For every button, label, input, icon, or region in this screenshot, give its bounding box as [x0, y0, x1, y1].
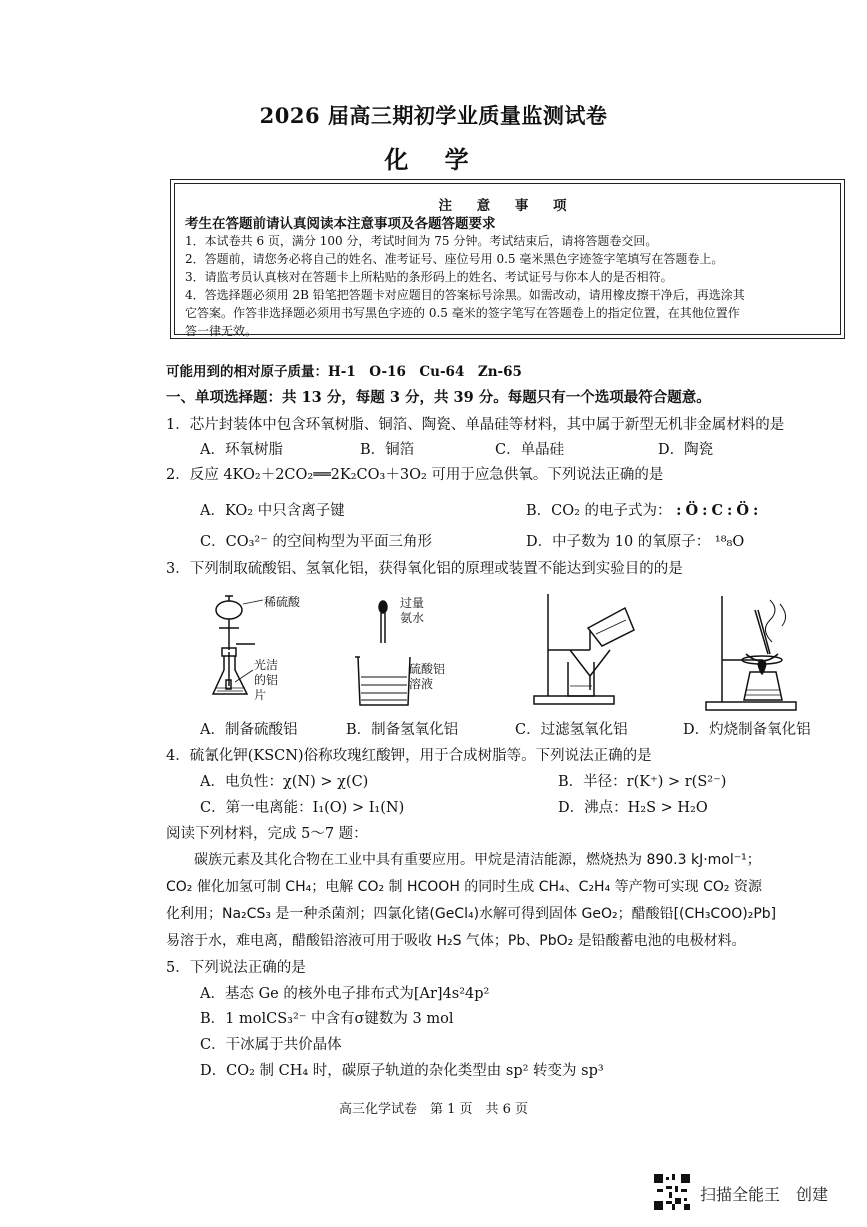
subject-title: 化 学	[384, 145, 483, 174]
notice-item: 答一律无效。	[185, 324, 258, 338]
q1-option-a: A．环氧树脂	[200, 442, 283, 458]
apparatus-c-diagram	[530, 590, 640, 710]
notice-item: 1．本试卷共 6 页，满分 100 分，考试时间为 75 分钟。考试结束后，请将答题卷交回。	[185, 234, 658, 248]
section-heading: 一、单项选择题：共 13 分，每题 3 分，共 39 分。每题只有一个选项最符合题意。	[166, 389, 711, 406]
notice-item: 2．答题前，请您务必将自己的姓名、准考证号、座位号用 0.5 毫米黑色字迹签字笔填写在答题卷上。	[185, 252, 724, 266]
question-3-stem: 3．下列制取硫酸铝、氢氧化铝，获得氧化铝的原理或装置不能达到实验目的的是	[166, 561, 683, 577]
notice-box	[170, 179, 845, 339]
reading-line: CO₂ 催化加氢可制 CH₄；电解 CO₂ 制 HCOOH 的同时生成 CH₄、C₂H₄ 等产物可实现 CO₂ 资源	[166, 879, 762, 895]
q4-option-c: C．第一电离能：I₁(O) > I₁(N)	[200, 800, 405, 816]
q3-option-d: D．灼烧制备氧化铝	[683, 722, 811, 738]
apparatus-d-diagram	[700, 590, 810, 715]
q1-option-b: B．铜箔	[360, 442, 415, 458]
q4-option-a: A．电负性：χ(N) > χ(C)	[200, 774, 369, 790]
label-aluminum-sulfate-solution: 硫酸铝溶液	[409, 662, 446, 691]
q4-option-d: D．沸点：H₂S > H₂O	[558, 800, 708, 816]
reading-line: 易溶于水，难电离，醋酸铅溶液可用于吸收 H₂S 气体；Pb、PbO₂ 是铅酸蓄电池的电极材料。	[166, 933, 746, 949]
question-1-stem: 1．芯片封装体中包含环氧树脂、铜箔、陶瓷、单晶硅等材料，其中属于新型无机非金属材料的是	[166, 417, 785, 433]
q3-option-a: A．制备硫酸铝	[200, 722, 298, 738]
notice-subheading: 考生在答题前请认真阅读本注意事项及各题答题要求	[185, 216, 496, 232]
page-title: 2026 届高三期初学业质量监测试卷	[259, 103, 608, 128]
notice-heading: 注 意 事 项	[438, 198, 577, 214]
question-5-stem: 5．下列说法正确的是	[166, 960, 306, 976]
q2-option-b-formula: :Ö:C:Ö:	[676, 502, 763, 519]
reading-intro: 阅读下列材料，完成 5～7 题：	[166, 826, 368, 842]
q2-option-d-text: D．中子数为 10 的氧原子：	[526, 534, 711, 550]
q3-option-c: C．过滤氢氧化铝	[515, 722, 628, 738]
notice-item: 4．答选择题必须用 2B 铅笔把答题卡对应题目的答案标号涂黑。如需改动，请用橡皮擦干净后，再选涂其	[185, 288, 745, 302]
q4-option-b: B．半径：r(K⁺) > r(S²⁻)	[558, 774, 727, 790]
scanner-watermark: 扫描全能王 创建	[700, 1185, 829, 1204]
q2-option-d-nuclide: ¹⁸₈O	[714, 534, 745, 550]
q3-option-b: B．制备氢氧化铝	[346, 722, 459, 738]
reading-line: 碳族元素及其化合物在工业中具有重要应用。甲烷是清洁能源，燃烧热为 890.3 kJ·mol⁻¹；	[166, 852, 761, 868]
question-4-stem: 4．硫氰化钾(KSCN)俗称玫瑰红酸钾，用于合成树脂等。下列说法正确的是	[166, 748, 652, 764]
atomic-masses: 可能用到的相对原子质量：H-1 O-16 Cu-64 Zn-65	[166, 364, 522, 380]
qr-code-icon	[654, 1174, 690, 1210]
reading-line: 化利用；Na₂CS₃ 是一种杀菌剂；四氯化锗(GeCl₄)水解可得到固体 GeO₂；醋酸铅[(CH₃COO)₂Pb]	[166, 906, 777, 922]
label-dilute-sulfuric-acid: 稀硫酸	[264, 595, 301, 609]
q1-option-d: D．陶瓷	[658, 442, 714, 458]
q5-option-a: A．基态 Ge 的核外电子排布式为[Ar]4s²4p²	[200, 986, 490, 1002]
q2-option-d	[526, 530, 744, 551]
question-2-stem: 2．反应 4KO₂＋2CO₂══2K₂CO₃＋3O₂ 可用于应急供氧。下列说法正确的是	[166, 467, 664, 483]
q2-option-c: C．CO₃²⁻ 的空间构型为平面三角形	[200, 534, 432, 550]
q5-option-d: D．CO₂ 制 CH₄ 时，碳原子轨道的杂化类型由 sp² 转变为 sp³	[200, 1063, 604, 1079]
q1-option-c: C．单晶硅	[495, 442, 565, 458]
q2-option-b	[526, 499, 762, 520]
notice-item: 它答案。作答非选择题必须用书写黑色字迹的 0.5 毫米的签字笔写在答题卷上的指定位置，在其他位置作	[185, 306, 740, 320]
label-excess-ammonia: 过量氨水	[400, 596, 425, 625]
notice-item: 3．请监考员认真核对在答题卡上所粘贴的条形码上的姓名、考试证号与你本人的是否相符。	[185, 270, 673, 284]
q5-option-b: B．1 molCS₃²⁻ 中含有σ键数为 3 mol	[200, 1011, 454, 1027]
q5-option-c: C．干冰属于共价晶体	[200, 1037, 342, 1053]
page-footer: 高三化学试卷 第 1 页 共 6 页	[338, 1102, 529, 1117]
q2-option-b-text: B．CO₂ 的电子式为：	[526, 503, 672, 519]
q2-option-a: A．KO₂ 中只含离子键	[200, 503, 345, 519]
label-aluminum-sheet: 光洁的铝片	[254, 658, 279, 702]
